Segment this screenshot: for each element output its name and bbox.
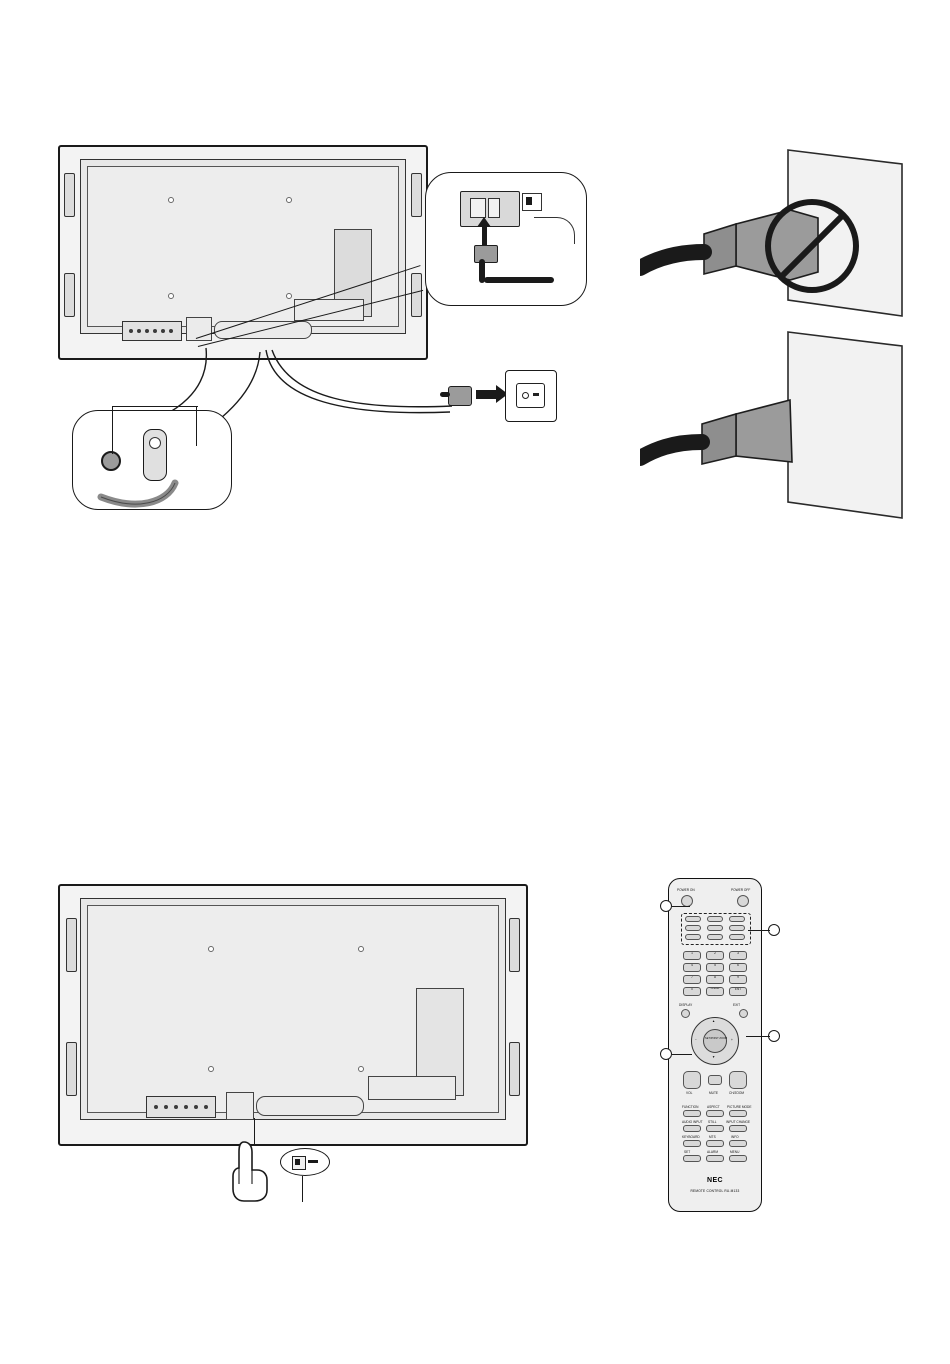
power-plug: [474, 245, 498, 263]
remote-model-line: REMOTE CONTROL RU-M133: [690, 1189, 740, 1193]
screw-dot: [168, 293, 174, 299]
clamp-hole: [149, 437, 161, 449]
remote-row4-label1: SET: [684, 1150, 691, 1154]
remote-button[interactable]: [707, 925, 723, 931]
screw-dot: [358, 1066, 364, 1072]
insert-arrow-shaft: [482, 225, 487, 247]
remote-display-label: DISPLAY: [679, 1003, 693, 1007]
remote-input-change-button[interactable]: [729, 1125, 747, 1132]
remote-exit-label: EXIT: [733, 1003, 741, 1007]
remote-keyboard-button[interactable]: [683, 1140, 701, 1147]
remote-vol-label: VOL: [686, 1091, 693, 1095]
leader-line: [746, 1036, 770, 1037]
clamped-cable: [97, 463, 227, 509]
remote-picture-mode-button[interactable]: [729, 1110, 747, 1117]
switch-toggle: [526, 197, 532, 205]
wall-outlet: [505, 370, 557, 422]
callout-cable-clamp-detail: [72, 410, 232, 510]
power-switch-detail: [280, 1148, 330, 1176]
switch-detail: [522, 193, 542, 211]
remote-function-button[interactable]: [683, 1110, 701, 1117]
remote-button[interactable]: [685, 934, 701, 940]
remote-ch-zoom-label: CH/ZOOM: [729, 1091, 745, 1095]
hand-pointing-icon: [230, 1140, 270, 1202]
remote-key-9[interactable]: 9: [729, 975, 747, 984]
power-cord: [484, 277, 554, 283]
remote-row4-label3: MENU: [730, 1150, 740, 1154]
remote-button[interactable]: [729, 925, 745, 931]
ac-inlet-socket: [470, 198, 486, 218]
bracket-bottom-right: [411, 273, 422, 317]
screw-dot: [286, 197, 292, 203]
remote-key-0[interactable]: 0: [683, 987, 701, 996]
remote-button[interactable]: [707, 916, 723, 922]
remote-button[interactable]: [707, 934, 723, 940]
remote-power-off-button[interactable]: [737, 895, 749, 907]
remote-row3-label2: MTS: [709, 1135, 716, 1139]
remote-row3-label1: KEYBOARD: [682, 1135, 700, 1139]
remote-set-label: SET/POINT ZOOM: [705, 1037, 728, 1040]
remote-button[interactable]: [729, 934, 745, 940]
leader-line: [672, 906, 690, 907]
bracket-bottom-left: [66, 1042, 77, 1096]
remote-set-button[interactable]: [703, 1029, 727, 1053]
remote-key-ent[interactable]: ENT: [729, 987, 747, 996]
insert-arrow-head: [477, 217, 491, 227]
remote-mts-button[interactable]: [706, 1140, 724, 1147]
leader-line: [748, 930, 770, 931]
bracket-top-left: [66, 918, 77, 972]
figure-incorrect-plug-insertion: [640, 148, 910, 328]
remote-ch-zoom-button[interactable]: [729, 1071, 747, 1089]
callout-ac-inlet-detail: [425, 172, 587, 306]
screw-dot: [286, 293, 292, 299]
leader-line: [302, 1176, 303, 1202]
remote-row2-label2: STILL: [708, 1120, 717, 1124]
expansion-slot: [368, 1076, 456, 1100]
remote-info-button[interactable]: [729, 1140, 747, 1147]
screw-dot: [208, 1066, 214, 1072]
remote-display-button[interactable]: [681, 1009, 690, 1018]
remote-key-4[interactable]: 4: [683, 963, 701, 972]
callout-marker-1: [660, 900, 672, 912]
small-plug: [440, 382, 474, 408]
remote-menu-button[interactable]: [729, 1155, 747, 1162]
remote-key-2[interactable]: 2: [706, 951, 724, 960]
cable-channel: [256, 1096, 364, 1116]
leader-line: [672, 1054, 692, 1055]
incorrect-plug-drawing: [640, 148, 910, 328]
power-switch-area[interactable]: [226, 1092, 254, 1120]
remote-row1-label3: PICTURE MODE: [727, 1105, 752, 1109]
figure-correct-plug-insertion: [640, 330, 910, 530]
bracket-top-right: [411, 173, 422, 217]
leader-line: [112, 406, 113, 454]
remote-row3-label3: INFO: [731, 1135, 739, 1139]
remote-control: [668, 878, 762, 1212]
switch-toggle: [295, 1159, 300, 1165]
figure-monitor-rear-power-button: [58, 884, 528, 1146]
remote-key-1[interactable]: 1: [683, 951, 701, 960]
remote-key-8[interactable]: 8: [706, 975, 724, 984]
remote-dpad-left: −: [695, 1038, 697, 1042]
remote-row1-label1: FUNCTION: [682, 1105, 699, 1109]
remote-key-3[interactable]: 3: [729, 951, 747, 960]
remote-row2-label3: INPUT CHANGE: [726, 1120, 751, 1124]
remote-set-key[interactable]: [683, 1155, 701, 1162]
remote-still-button[interactable]: [706, 1125, 724, 1132]
remote-dpad-up: ▲: [712, 1019, 716, 1023]
remote-key-clear[interactable]: CLEAR: [706, 987, 724, 996]
correct-plug-drawing: [640, 330, 910, 530]
bracket-top-left: [64, 173, 75, 217]
bezel-edge: [534, 217, 575, 244]
screw-dot: [168, 197, 174, 203]
screw-dot: [208, 946, 214, 952]
screw-dot: [358, 946, 364, 952]
remote-power-on-label: POWER ON: [677, 888, 695, 892]
leader-line: [112, 406, 198, 407]
remote-button[interactable]: [685, 925, 701, 931]
leader-line: [196, 406, 197, 446]
remote-aspect-button[interactable]: [706, 1110, 724, 1117]
remote-key-6[interactable]: 6: [729, 963, 747, 972]
remote-alarm-button[interactable]: [706, 1155, 724, 1162]
remote-row2-label1: AUDIO INPUT: [682, 1120, 703, 1124]
remote-power-off-label: POWER OFF: [731, 888, 751, 892]
remote-dpad-right: +: [731, 1038, 733, 1042]
bracket-bottom-left: [64, 273, 75, 317]
callout-marker-3: [660, 1048, 672, 1060]
bracket-bottom-right: [509, 1042, 520, 1096]
remote-vol-button[interactable]: [683, 1071, 701, 1089]
remote-audio-input-button[interactable]: [683, 1125, 701, 1132]
switch-line: [308, 1160, 318, 1163]
remote-key-5[interactable]: 5: [706, 963, 724, 972]
remote-row4-label2: ALARM: [707, 1150, 718, 1154]
insert-arrow-shaft: [476, 390, 498, 399]
remote-exit-button[interactable]: [739, 1009, 748, 1018]
remote-brand: NEC: [707, 1177, 723, 1184]
remote-row1-label2: ASPECT: [707, 1105, 720, 1109]
remote-mute-button[interactable]: [708, 1075, 722, 1085]
vent-panel: [146, 1096, 216, 1118]
remote-key-7[interactable]: 7: [683, 975, 701, 984]
ac-inlet-pin-area: [488, 198, 500, 218]
bracket-top-right: [509, 918, 520, 972]
remote-mute-label: MUTE: [709, 1091, 719, 1095]
figure-monitor-rear-power-connection: [58, 145, 428, 360]
remote-button[interactable]: [685, 916, 701, 922]
remote-dpad-down: ▼: [712, 1055, 716, 1059]
remote-button[interactable]: [729, 916, 745, 922]
